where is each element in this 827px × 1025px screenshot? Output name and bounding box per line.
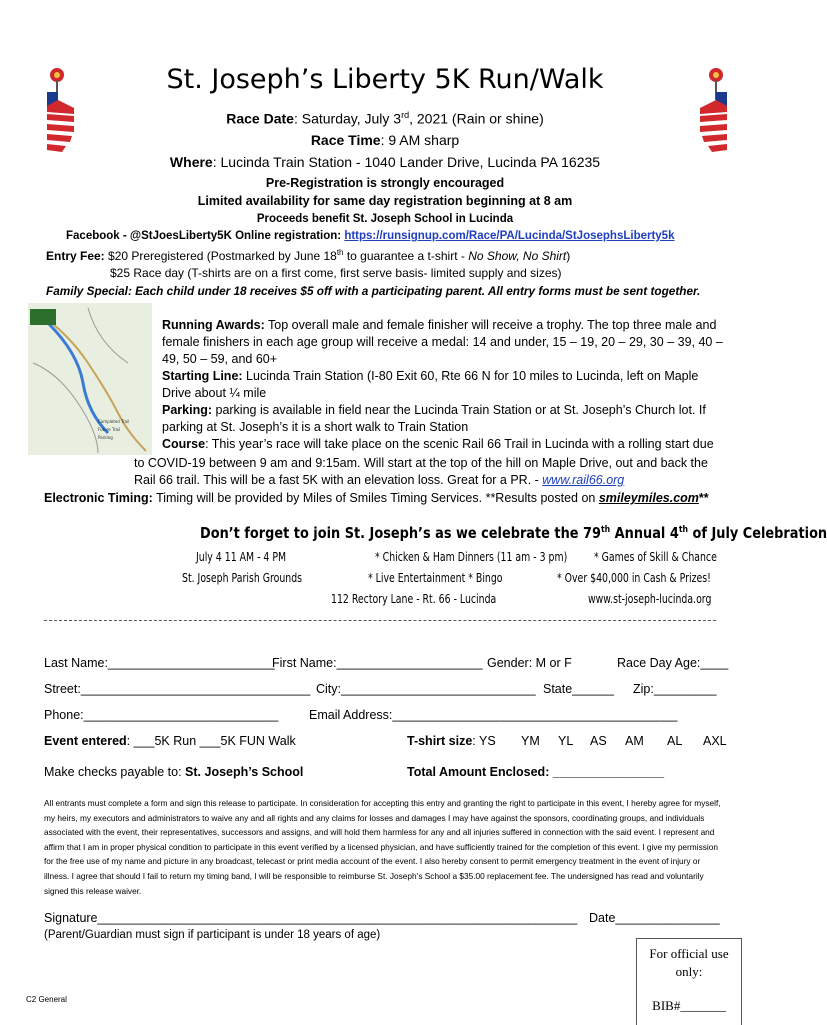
limited-note: Limited availability for same day registration beginning at 8 am	[197, 194, 573, 208]
checks-payee: St. Joseph’s School	[185, 765, 304, 779]
celebration-heading-pre: Don’t forget to join St. Joseph’s as we celebrate the 79	[200, 524, 601, 542]
entry-fee-label: Entry Fee:	[46, 249, 105, 263]
celebration-heading-mid: Annual 4	[610, 524, 679, 542]
checks-payable	[44, 765, 303, 779]
tshirt-am[interactable]: AM	[625, 734, 644, 748]
last-name-field[interactable]: Last Name:________________________	[44, 656, 275, 670]
race-date-value-post: , 2021 (Rain or shine)	[409, 110, 544, 127]
race-date	[0, 110, 770, 127]
race-date-sup: rd	[401, 110, 410, 120]
celebration-prizes: * Over $40,000 in Cash & Prizes!	[557, 571, 711, 585]
celebration-date: July 4 11 AM - 4 PM	[196, 550, 287, 564]
entry-fee-line-2: $25 Race day (T-shirts are on a first come, first serve basis- limited supply and sizes)	[110, 266, 562, 280]
course-label: Course	[162, 437, 206, 451]
tshirt-yl[interactable]: YL	[558, 734, 574, 748]
city-field[interactable]: City:____________________________	[316, 682, 536, 696]
entry-fee-post: )	[566, 249, 571, 263]
race-time-value: : 9 AM sharp	[380, 132, 460, 148]
celebration-sup-1: th	[600, 525, 611, 535]
rail66-link[interactable]: www.rail66.org	[542, 473, 625, 487]
first-name-field[interactable]: First Name:_____________________	[272, 656, 483, 670]
tshirt-size[interactable]	[407, 734, 496, 748]
celebration-heading-post: of July Celebration	[688, 524, 827, 542]
race-time-label: Race Time	[310, 132, 381, 148]
entry-fee-mid: to guarantee a t-shirt -	[343, 249, 469, 263]
map-legend-parking: Parking	[98, 435, 113, 440]
race-day-age-field[interactable]: Race Day Age:____	[617, 656, 729, 670]
electronic-timing	[44, 490, 709, 507]
facebook-label: Facebook - @StJoesLiberty5K Online registration:	[66, 230, 345, 242]
prereg-note: Pre-Registration is strongly encouraged	[265, 176, 505, 190]
footer-code: C2 General	[26, 995, 67, 1004]
celebration-heading	[200, 524, 827, 542]
no-show-no-shirt: No Show, No Shirt	[468, 249, 567, 263]
parking-label: Parking:	[162, 403, 213, 417]
zip-field[interactable]: Zip:_________	[633, 682, 717, 696]
event-entered[interactable]	[44, 734, 296, 748]
course-line-3	[134, 472, 624, 489]
celebration-dinners: * Chicken & Ham Dinners (11 am - 3 pm)	[375, 550, 568, 564]
race-time	[0, 132, 770, 148]
timing-text: Timing will be provided by Miles of Smiles Timing Services. **Results posted on	[152, 491, 599, 505]
official-use-box	[636, 938, 742, 1025]
celebration-games: * Games of Skill & Chance	[594, 550, 717, 564]
total-amount-field[interactable]: Total Amount Enclosed: ________________	[407, 765, 665, 779]
where-label: Where	[169, 154, 213, 170]
race-location	[0, 154, 770, 170]
official-use-line-1: For official use	[649, 946, 729, 961]
tshirt-size-label: T-shirt size	[407, 734, 473, 748]
course-line-2: to COVID-19 between 9 am and 9:15am. Will start at the top of the hill on Maple Drive, out and back the	[134, 456, 708, 470]
map-legend-completed: Completed Trail	[98, 419, 130, 424]
results-link[interactable]: smileymiles.com	[598, 491, 699, 505]
email-field[interactable]: Email Address:_________________________________________	[309, 708, 678, 722]
timing-label: Electronic Timing:	[44, 491, 153, 505]
parking-text: parking is available in field near the Lucinda Train Station or at St. Joseph’s Church lot. If parking at St. Joseph’s it is a short walk to Train Station	[162, 403, 706, 434]
race-date-label: Race Date	[226, 110, 294, 127]
tshirt-as[interactable]: AS	[590, 734, 607, 748]
entry-fee-sup: th	[336, 248, 344, 257]
celebration-entertainment: * Live Entertainment * Bingo	[368, 571, 503, 585]
gender-field[interactable]: Gender: M or F	[487, 656, 572, 670]
page-title: St. Joseph’s Liberty 5K Run/Walk	[166, 64, 604, 95]
where-value: : Lucinda Train Station - 1040 Lander Drive, Lucinda PA 16235	[212, 154, 601, 170]
tshirt-al[interactable]: AL	[667, 734, 683, 748]
celebration-venue: St. Joseph Parish Grounds	[182, 571, 303, 585]
tshirt-ys[interactable]: : YS	[472, 734, 496, 748]
celebration-sup-2: th	[678, 525, 689, 535]
official-use-line-2: only:	[675, 964, 703, 979]
entry-fee-text: $20 Preregistered (Postmarked by June 18	[104, 249, 337, 263]
street-field[interactable]: Street:_________________________________	[44, 682, 311, 696]
awards-text: Top overall male and female finisher will receive a trophy. The top three male and female finishers in each age group will receive a medal: 14 and under, 15 – 19, 20 – 29, 30 – 39, 40 – 49, 50 – 59, and 60+	[162, 318, 723, 366]
running-awards	[162, 317, 730, 368]
tshirt-axl[interactable]: AXL	[703, 734, 727, 748]
family-special: Family Special: Each child under 18 receives $5 off with a participating parent. All entry forms must be sent together.	[46, 284, 701, 298]
cut-line	[44, 620, 716, 621]
signature-field[interactable]: Signature_____________________________________________________________________	[44, 911, 578, 925]
course-text-3: Rail 66 trail. This will be a fast 5K with an elevation loss. Great for a PR. -	[134, 473, 543, 487]
course-line-1	[162, 436, 714, 453]
state-field[interactable]: State______	[543, 682, 614, 696]
guardian-note: (Parent/Guardian must sign if participant is under 18 years of age)	[44, 929, 381, 941]
course-text-1: : This year’s race will take place on the scenic Rail 66 Trail in Lucinda with a rolling start due	[205, 437, 714, 451]
bib-number-field[interactable]: BIB#_______	[652, 998, 726, 1013]
race-date-value: : Saturday, July 3	[293, 110, 402, 127]
timing-post: **	[698, 491, 709, 505]
phone-field[interactable]: Phone:____________________________	[44, 708, 279, 722]
registration-link[interactable]: https://runsignup.com/Race/PA/Lucinda/StJosephsLiberty5k	[344, 230, 675, 242]
tshirt-ym[interactable]: YM	[521, 734, 540, 748]
celebration-website[interactable]: www.st-joseph-lucinda.org	[588, 592, 712, 606]
awards-label: Running Awards:	[162, 318, 265, 332]
start-label: Starting Line:	[162, 369, 243, 383]
starting-line	[162, 368, 717, 402]
celebration-address: 112 Rectory Lane - Rt. 66 - Lucinda	[331, 592, 497, 606]
event-entered-label: Event entered	[44, 734, 127, 748]
proceeds-note: Proceeds benefit St. Joseph School in Lucinda	[256, 213, 514, 225]
release-waiver: All entrants must complete a form and sign this release to participate. In consideration for accepting this entry and granting the right to participate in this event, I hereby agree for myself, my heirs, my executors and administrators to waive any and all rights and any claims for losses and damages I may have against the sponsors, coordinating groups, and individuals associated with the event, their representatives, successors and assigns, and will hold them harmless for any and all injuries suffered in connection with the said event. I represent and affirm that I am in proper physical condition to participate in this event verified by a licensed physician, and have sufficiently trained for the completion of this event. I give my permission for the free use of my name and picture in any broadcast, telecast or print media account of the event. I also hereby consent to permit emergency treatment in the event of injury or illness. I agree that should I fail to return my timing band, I will be responsible to reimburse St. Joseph’s School a $35.00 replacement fee. The undersigned has read and voluntarily signed this release waiver.	[44, 798, 721, 896]
parking	[162, 402, 722, 436]
map-legend-future: Future Trail	[98, 427, 121, 432]
date-field[interactable]: Date_______________	[589, 911, 720, 925]
entry-fee-line-1	[46, 248, 570, 263]
event-options[interactable]: : ___5K Run ___5K FUN Walk	[126, 734, 296, 748]
start-text: Lucinda Train Station (I-80 Exit 60, Rte 66 N for 10 miles to Lucinda, left on Maple Drive about ¼ mile	[162, 369, 699, 400]
checks-label: Make checks payable to:	[44, 765, 186, 779]
facebook-line	[66, 230, 674, 242]
trail-map-icon	[28, 303, 152, 455]
